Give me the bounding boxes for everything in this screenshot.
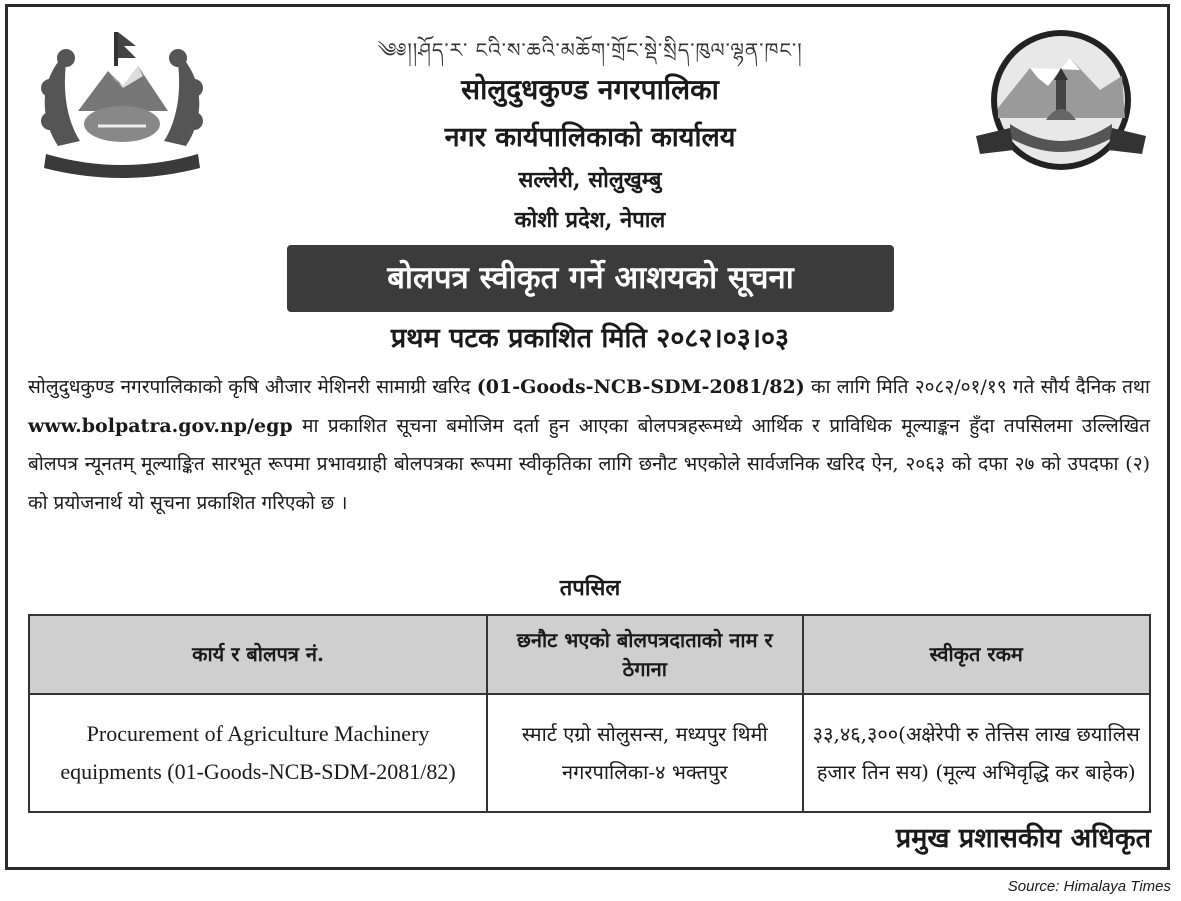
body-text-2: का लागि मिति २०८२/०१/१९ गते सौर्य दैनिक तथा (804, 376, 1150, 398)
office-address: सल्लेरी, सोलुखुम्बु (518, 167, 662, 193)
signatory: प्रमुख प्रशासकीय अधिकृत (895, 823, 1151, 854)
header-amount: स्वीकृत रकम (803, 615, 1151, 694)
header-bidder: छनौट भएको बोलपत्रदाताको नाम र ठेगाना (487, 615, 802, 694)
cell-bidder: स्मार्ट एग्रो सोलुसन्स, मध्यपुर थिमी नगरपालिका-४ भक्तपुर (487, 694, 802, 812)
org-name: सोलुदुधकुण्ड नगरपालिका (461, 73, 719, 106)
office-name: नगर कार्यपालिकाको कार्यालय (444, 122, 736, 153)
notice-body (28, 368, 1150, 522)
table-row (29, 694, 1150, 812)
body-text-3: मा प्रकाशित सूचना बमोजिम दर्ता हुन आएका बोलपत्रहरूमध्ये आर्थिक र प्राविधिक मूल्याङ्कन हुँदा तपसिलमा उल्लिखित बोलपत्र न्यूनतम् मूल्याङ्कित सारभूत रूपमा प्रभावग्राही बोलपत्रका रूपमा स्वीकृतिका लागि छनौट भएकोले सार्वजनिक खरिद ऐन, २०६३ को दफा २७ को उपदफा (२) को प्रयोजनार्थ यो सूचना प्रकाशित गरिएको छ । (28, 414, 1150, 514)
table-header-row (29, 615, 1150, 694)
schedule-table (28, 614, 1151, 813)
municipality-logo-icon (970, 28, 1152, 186)
nepal-emblem-icon (28, 26, 216, 184)
body-text-1: सोलुदुधकुण्ड नगरपालिकाको कृषि औजार मेशिनरी सामाग्री खरिद (28, 376, 477, 398)
published-date: प्रथम पटक प्रकाशित मिति २०८२।०३।०३ (390, 323, 790, 354)
header-work: कार्य र बोलपत्र नं. (29, 615, 487, 694)
tibetan-header-line: ༄༅།།ཤོད་ར་ ངའི་ས་ཆའི་མཆོག་གྲོང་སྡེ་སྲིད་ཁུལ་ལྷན་ཁང་། (377, 38, 803, 62)
province-line: कोशी प्रदेश, नेपाल (514, 207, 666, 233)
schedule-title: तपसिल (559, 575, 621, 601)
website-link[interactable]: www.bolpatra.gov.np/egp (28, 414, 293, 437)
source-credit: Source: Himalaya Times (1007, 878, 1171, 895)
cell-amount: ३३,४६,३००(अक्षेरेपी रु तेत्तिस लाख छयालिस हजार तिन सय) (मूल्य अभिवृद्धि कर बाहेक) (803, 694, 1151, 812)
notice-title-banner: बोलपत्र स्वीकृत गर्ने आशयको सूचना (287, 245, 894, 312)
cell-work: Procurement of Agriculture Machinery equipments (01-Goods-NCB-SDM-2081/82) (29, 694, 487, 812)
bid-reference: (01-Goods-NCB-SDM-2081/82) (476, 376, 805, 398)
